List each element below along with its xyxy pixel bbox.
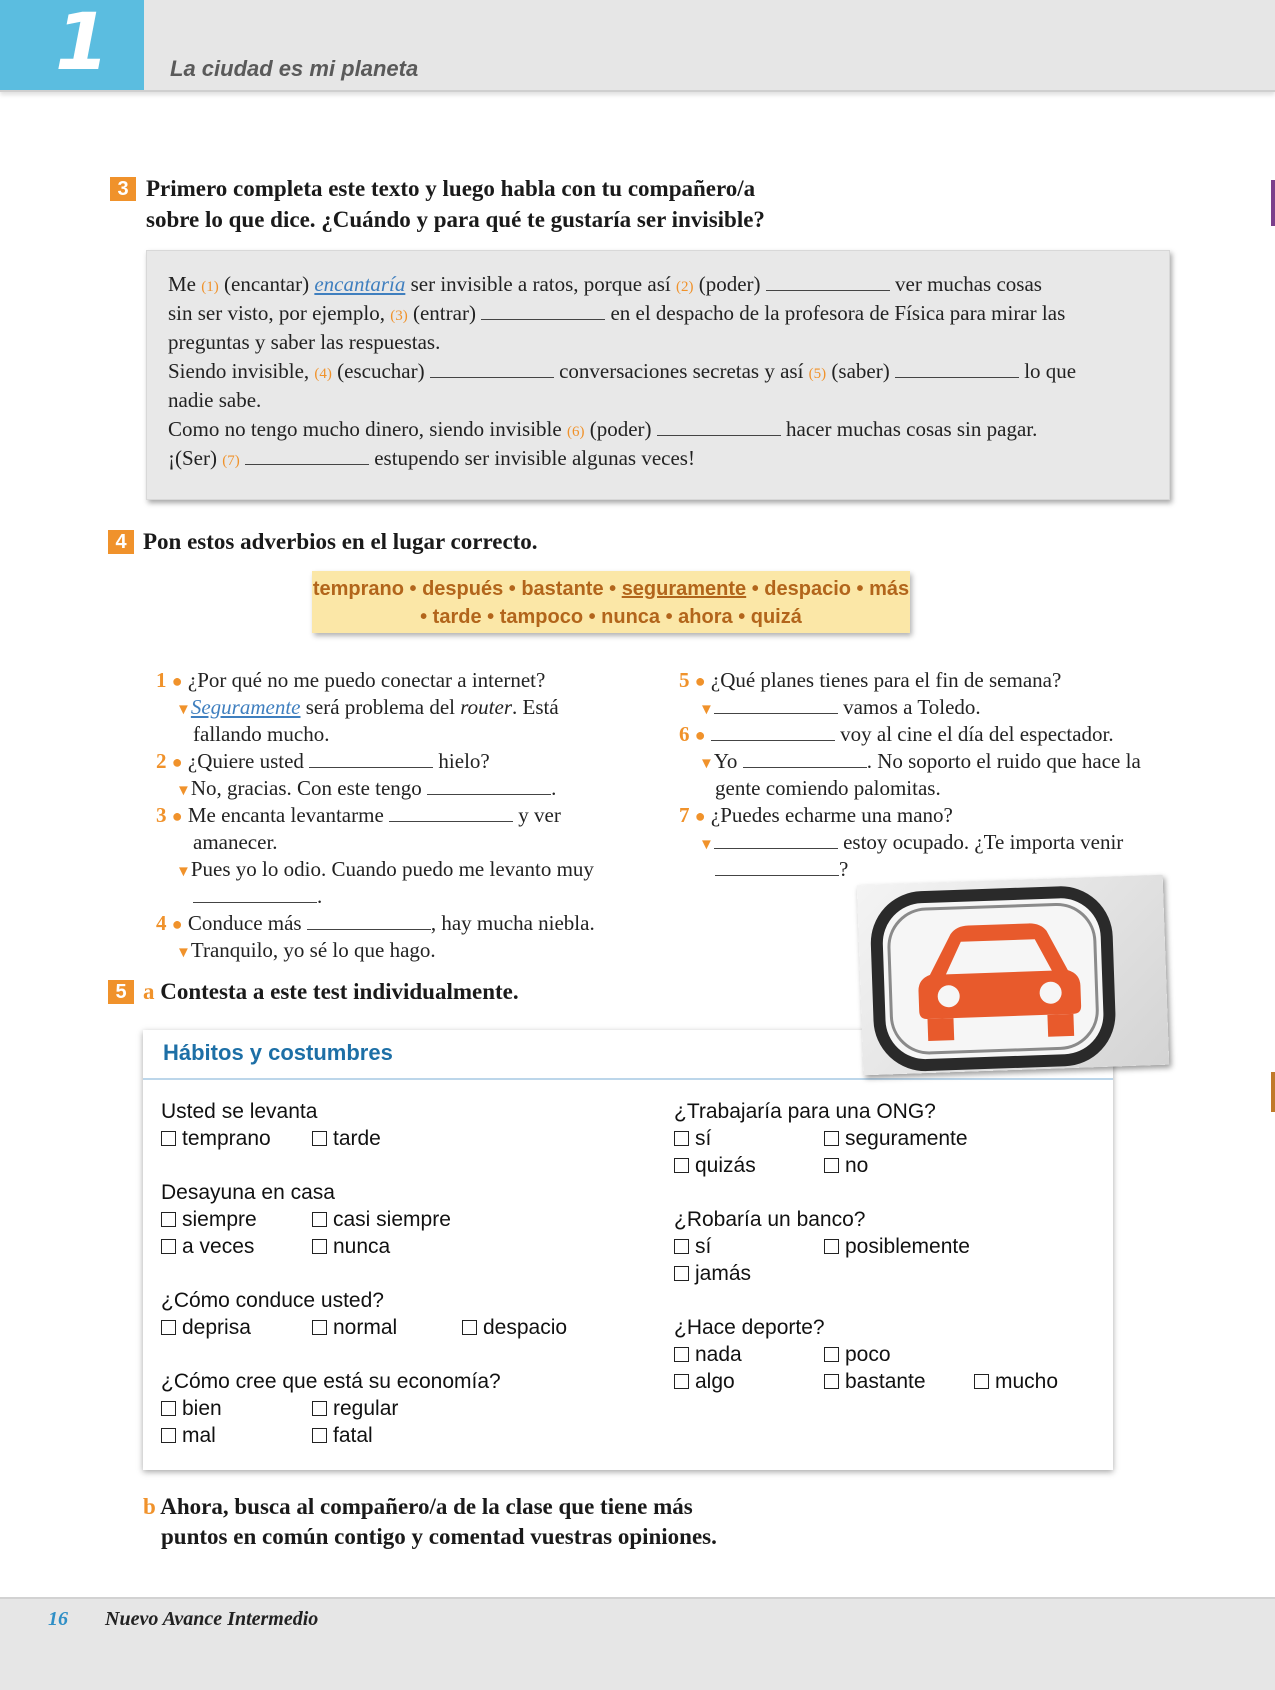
exercise-5b-instruction-line2: puntos en común contigo y comentad vuestras opiniones.	[161, 1524, 717, 1549]
answer-blank-3[interactable]	[481, 301, 605, 320]
dialog-7-answer-cont: ?	[715, 856, 848, 883]
dialog-3-question: 3 ● Me encanta levantarme y ver	[156, 803, 561, 827]
exercise-3-instruction-line1: Primero completa este texto y luego habla con tu compañero/a	[146, 176, 756, 201]
dialog-3-question-cont: amanecer.	[193, 830, 278, 854]
dialog-3-blank-a[interactable]	[389, 803, 513, 822]
q2-option-a-veces[interactable]: a veces	[161, 1235, 254, 1259]
answer-blank-4[interactable]	[430, 359, 554, 378]
example-answer: encantaría	[314, 272, 406, 296]
adverb-word-box	[312, 571, 910, 633]
q7-option-algo[interactable]: algo	[674, 1370, 735, 1394]
q6-option-si[interactable]: sí	[674, 1235, 711, 1259]
q7-option-nada[interactable]: nada	[674, 1343, 742, 1367]
q7-option-bastante[interactable]: bastante	[824, 1370, 926, 1394]
dialog-5-question: 5 ● ¿Qué planes tienes para el fin de semana?	[679, 668, 1062, 692]
test-q3: ¿Cómo conduce usted?	[161, 1289, 384, 1312]
q5-option-si[interactable]: sí	[674, 1127, 711, 1151]
dialog-7-blank-a[interactable]	[714, 830, 838, 849]
ex3-text-line-4: Siendo invisible, (4) (escuchar) conversaciones secretas y así (5) (saber) lo que	[168, 359, 1077, 383]
dialog-4-answer: ▼Tranquilo, yo sé lo que hago.	[176, 938, 436, 962]
dialog-3-answer: ▼Pues yo lo odio. Cuando puedo me levanto muy	[176, 857, 594, 881]
test-q2: Desayuna en casa	[161, 1181, 335, 1204]
q1-option-tarde[interactable]: tarde	[312, 1127, 381, 1151]
q2-option-nunca[interactable]: nunca	[312, 1235, 390, 1259]
red-car-icon	[857, 875, 1169, 1076]
dialog-2-blank-a[interactable]	[309, 749, 433, 768]
adverb-list-line-2: • tarde • tampoco • nunca • ahora • quizá	[420, 606, 802, 628]
dialog-7-blank-b[interactable]	[715, 857, 839, 876]
dialog-3-answer-cont: .	[193, 883, 322, 910]
q2-option-siempre[interactable]: siempre	[161, 1208, 257, 1232]
q3-option-despacio[interactable]: despacio	[462, 1316, 567, 1340]
dialog-6-blank-b[interactable]	[743, 749, 867, 768]
dialog-1-answer: ▼Seguramente será problema del router. Está	[176, 695, 559, 719]
dialog-7-question: 7 ● ¿Puedes echarme una mano?	[679, 803, 953, 827]
q1-option-temprano[interactable]: temprano	[161, 1127, 271, 1151]
exercise-3-number: 3	[110, 177, 136, 201]
q7-option-poco[interactable]: poco	[824, 1343, 891, 1367]
dialog-5-blank[interactable]	[714, 695, 838, 714]
exercise-5a-instruction: a Contesta a este test individualmente.	[143, 979, 519, 1004]
test-title: Hábitos y costumbres	[163, 1040, 393, 1065]
q4-option-fatal[interactable]: fatal	[312, 1424, 373, 1448]
dialog-2-answer: ▼No, gracias. Con este tengo .	[176, 776, 557, 800]
test-q7: ¿Hace deporte?	[674, 1316, 825, 1339]
ex3-text-line-7: ¡(Ser) (7) estupendo ser invisible algunas veces!	[168, 446, 695, 470]
dialog-6-blank-a[interactable]	[711, 722, 835, 741]
q6-option-jamas[interactable]: jamás	[674, 1262, 751, 1286]
ex3-text-line-5: nadie sabe.	[168, 388, 262, 412]
dialog-5-answer: ▼ vamos a Toledo.	[699, 695, 981, 719]
page-number: 16	[48, 1608, 68, 1630]
answer-blank-2[interactable]	[766, 272, 890, 291]
q3-option-normal[interactable]: normal	[312, 1316, 397, 1340]
q4-option-bien[interactable]: bien	[161, 1397, 222, 1421]
test-title-rule	[143, 1078, 1113, 1080]
dialog-2-question: 2 ● ¿Quiere usted hielo?	[156, 749, 490, 773]
side-tab-middle	[1271, 1072, 1275, 1112]
ex3-text-line-3: preguntas y saber las respuestas.	[168, 330, 441, 354]
book-title: Nuevo Avance Intermedio	[105, 1608, 319, 1630]
q4-option-mal[interactable]: mal	[161, 1424, 216, 1448]
dialog-4-question: 4 ● Conduce más , hay mucha niebla.	[156, 911, 595, 935]
answer-blank-7[interactable]	[245, 446, 369, 465]
dialog-6-question: 6 ● voy al cine el día del espectador.	[679, 722, 1114, 746]
q2-option-casi-siempre[interactable]: casi siempre	[312, 1208, 451, 1232]
q5-option-no[interactable]: no	[824, 1154, 868, 1178]
q6-option-posiblemente[interactable]: posiblemente	[824, 1235, 970, 1259]
exercise-4-instruction: Pon estos adverbios en el lugar correcto.	[143, 529, 538, 554]
q5-option-quizas[interactable]: quizás	[674, 1154, 756, 1178]
car-image	[857, 875, 1169, 1076]
dialog-3-blank-b[interactable]	[193, 884, 317, 903]
answer-blank-6[interactable]	[657, 417, 781, 436]
dialog-1-question: 1 ● ¿Por qué no me puedo conectar a internet?	[156, 668, 546, 692]
test-q1: Usted se levanta	[161, 1100, 318, 1123]
exercise-3-instruction-line2: sobre lo que dice. ¿Cuándo y para qué te gustaría ser invisible?	[146, 207, 765, 232]
exercise-4-number: 4	[108, 530, 134, 554]
ex3-text-line-6: Como no tengo mucho dinero, siendo invisible (6) (poder) hacer muchas cosas sin pagar.	[168, 417, 1038, 441]
dialog-7-answer: ▼ estoy ocupado. ¿Te importa venir	[699, 830, 1124, 854]
test-q6: ¿Robaría un banco?	[674, 1208, 866, 1231]
test-q5: ¿Trabajaría para una ONG?	[674, 1100, 936, 1123]
q4-option-regular[interactable]: regular	[312, 1397, 398, 1421]
test-q4: ¿Cómo cree que está su economía?	[161, 1370, 501, 1393]
q3-option-deprisa[interactable]: deprisa	[161, 1316, 251, 1340]
answer-blank-5[interactable]	[895, 359, 1019, 378]
side-tab-top	[1271, 180, 1275, 226]
dialog-2-blank-b[interactable]	[427, 776, 551, 795]
dialog-6-answer-cont: gente comiendo palomitas.	[715, 776, 941, 800]
dialog-6-answer: ▼Yo . No soporto el ruido que hace la	[699, 749, 1141, 773]
adverb-list-line-1: temprano • después • bastante • seguramente • despacio • más	[312, 578, 910, 600]
ex3-text-line-1: Me (1) (encantar) encantaría ser invisible a ratos, porque así (2) (poder) ver muchas cosas	[168, 272, 1042, 296]
q7-option-mucho[interactable]: mucho	[974, 1370, 1058, 1394]
ex3-text-line-2: sin ser visto, por ejemplo, (3) (entrar) en el despacho de la profesora de Física para mirar las	[168, 301, 1066, 325]
dialog-1-answer-cont: fallando mucho.	[193, 722, 330, 746]
unit-title: La ciudad es mi planeta	[170, 56, 419, 81]
q5-option-seguramente[interactable]: seguramente	[824, 1127, 968, 1151]
exercise-5b-instruction-line1: b Ahora, busca al compañero/a de la clase que tiene más	[143, 1494, 693, 1519]
unit-number: 1	[55, 0, 110, 88]
dialog-4-blank[interactable]	[307, 911, 431, 930]
exercise-5-number: 5	[108, 980, 134, 1004]
